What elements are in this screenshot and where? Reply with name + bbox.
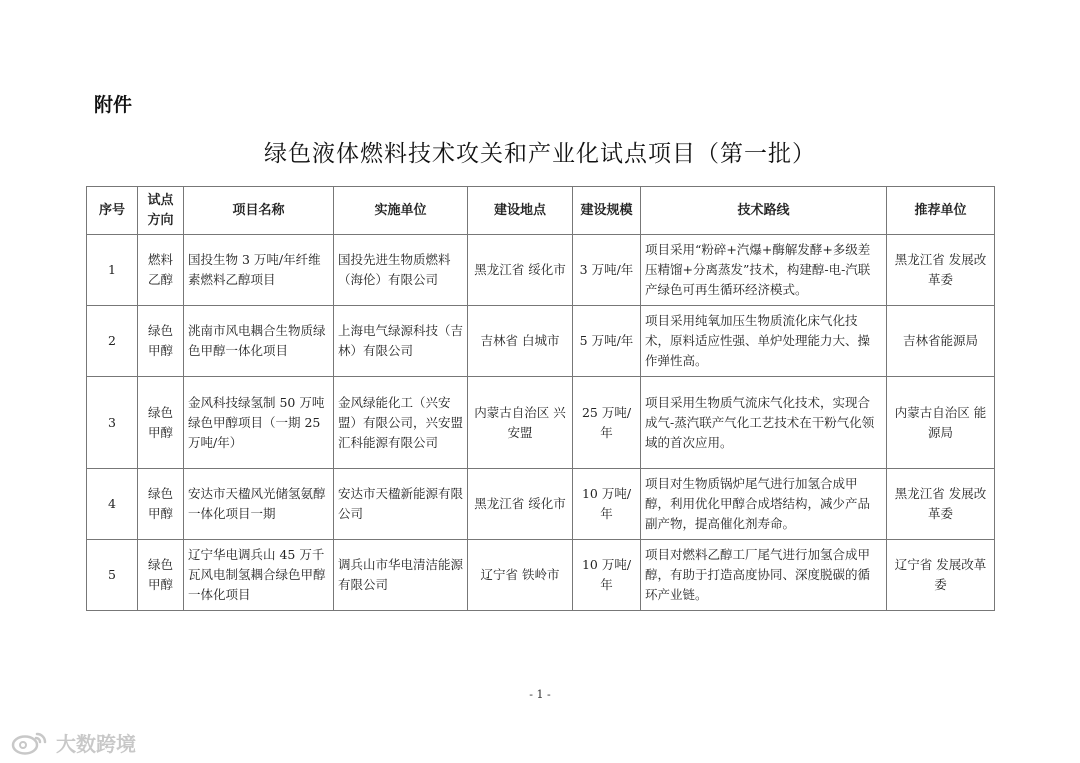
cell-location: 黑龙江省 绥化市 <box>468 469 573 540</box>
table-row <box>87 540 995 611</box>
cell-recommender: 辽宁省 发展改革委 <box>887 540 995 611</box>
cell-recommender: 黑龙江省 发展改革委 <box>887 469 995 540</box>
cell-unit: 上海电气绿源科技（吉林）有限公司 <box>334 306 468 377</box>
cell-route: 项目采用生物质气流床气化技术，实现合成气-蒸汽联产气化工艺技术在干粉气化领域的首次应用。 <box>641 377 887 469</box>
cell-route: 项目采用纯氧加压生物质流化床气化技术，原料适应性强、单炉处理能力大、操作弹性高。 <box>641 306 887 377</box>
header-scale: 建设规模 <box>573 187 641 235</box>
attachment-label: 附件 <box>94 94 133 116</box>
cell-name: 安达市天楹风光储氢氨醇一体化项目一期 <box>184 469 334 540</box>
header-location: 建设地点 <box>468 187 573 235</box>
cell-scale: 10 万吨/年 <box>573 469 641 540</box>
header-direction: 试点方向 <box>138 187 184 235</box>
cell-direction: 绿色甲醇 <box>138 377 184 469</box>
page-number: - 1 - <box>529 688 551 701</box>
cell-no: 2 <box>87 306 138 377</box>
table-row <box>87 235 995 306</box>
table-row <box>87 377 995 469</box>
cell-location: 吉林省 白城市 <box>468 306 573 377</box>
cell-direction: 绿色甲醇 <box>138 540 184 611</box>
cell-scale: 25 万吨/年 <box>573 377 641 469</box>
cell-recommender: 内蒙古自治区 能源局 <box>887 377 995 469</box>
header-no: 序号 <box>87 187 138 235</box>
cell-no: 4 <box>87 469 138 540</box>
weibo-logo-icon <box>10 730 50 756</box>
cell-route: 项目对燃料乙醇工厂尾气进行加氢合成甲醇，有助于打造高度协同、深度脱碳的循环产业链。 <box>641 540 887 611</box>
cell-scale: 5 万吨/年 <box>573 306 641 377</box>
cell-location: 黑龙江省 绥化市 <box>468 235 573 306</box>
cell-unit: 金风绿能化工（兴安盟）有限公司，兴安盟汇科能源有限公司 <box>334 377 468 469</box>
cell-recommender: 黑龙江省 发展改革委 <box>887 235 995 306</box>
cell-unit: 安达市天楹新能源有限公司 <box>334 469 468 540</box>
cell-scale: 3 万吨/年 <box>573 235 641 306</box>
cell-route: 项目对生物质锅炉尾气进行加氢合成甲醇，利用优化甲醇合成塔结构，减少产品副产物，提高催化剂寿命。 <box>641 469 887 540</box>
cell-unit: 国投先进生物质燃料（海伦）有限公司 <box>334 235 468 306</box>
cell-direction: 燃料乙醇 <box>138 235 184 306</box>
cell-no: 5 <box>87 540 138 611</box>
header-route: 技术路线 <box>641 187 887 235</box>
cell-route: 项目采用“粉碎+汽爆+酶解发酵+多级差压精馏+分离蒸发”技术，构建醇-电-汽联产绿色可再生循环经济模式。 <box>641 235 887 306</box>
projects-table <box>86 186 995 611</box>
header-name: 项目名称 <box>184 187 334 235</box>
cell-direction: 绿色甲醇 <box>138 469 184 540</box>
cell-recommender: 吉林省能源局 <box>887 306 995 377</box>
cell-unit: 调兵山市华电清洁能源有限公司 <box>334 540 468 611</box>
cell-name: 金风科技绿氢制 50 万吨绿色甲醇项目（一期 25 万吨/年） <box>184 377 334 469</box>
document-title: 绿色液体燃料技术攻关和产业化试点项目（第一批） <box>264 141 816 167</box>
header-recommender: 推荐单位 <box>887 187 995 235</box>
table-header-row <box>87 187 995 235</box>
cell-name: 国投生物 3 万吨/年纤维素燃料乙醇项目 <box>184 235 334 306</box>
cell-location: 辽宁省 铁岭市 <box>468 540 573 611</box>
cell-direction: 绿色甲醇 <box>138 306 184 377</box>
cell-name: 洮南市风电耦合生物质绿色甲醇一体化项目 <box>184 306 334 377</box>
watermark-text: 大数跨境 <box>56 732 136 756</box>
cell-name: 辽宁华电调兵山 45 万千瓦风电制氢耦合绿色甲醇一体化项目 <box>184 540 334 611</box>
cell-no: 3 <box>87 377 138 469</box>
cell-no: 1 <box>87 235 138 306</box>
watermark <box>10 728 136 757</box>
cell-location: 内蒙古自治区 兴安盟 <box>468 377 573 469</box>
header-unit: 实施单位 <box>334 187 468 235</box>
cell-scale: 10 万吨/年 <box>573 540 641 611</box>
table-row <box>87 469 995 540</box>
table-row <box>87 306 995 377</box>
